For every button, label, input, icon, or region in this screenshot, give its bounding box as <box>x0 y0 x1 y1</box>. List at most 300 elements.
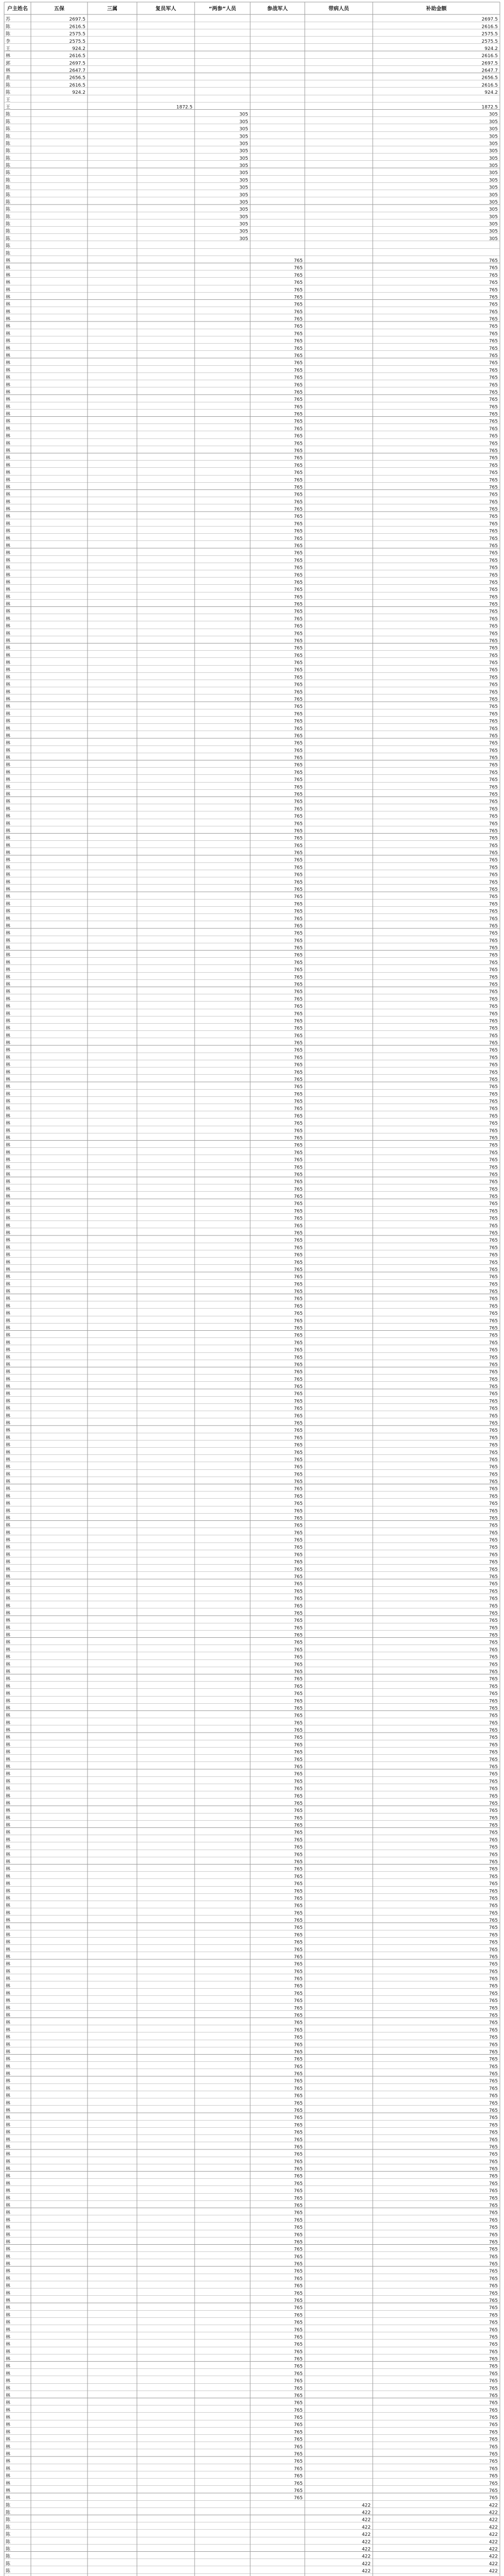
cell-value: 305 <box>239 185 248 191</box>
cell-value: 765 <box>489 1706 498 1711</box>
cell-householder: 林 <box>6 2291 11 2296</box>
cell-householder: 陈 <box>6 156 11 161</box>
cell-value: 765 <box>489 587 498 593</box>
cell-householder: 林 <box>6 1041 11 1046</box>
cell-value: 765 <box>293 1940 303 1945</box>
cell-value: 765 <box>489 2379 498 2384</box>
cell-householder: 陈 <box>6 192 11 198</box>
cell-value: 765 <box>489 2049 498 2055</box>
cell-value: 765 <box>293 1772 303 1777</box>
cell-householder: 林 <box>6 1019 11 1024</box>
cell-householder: 林 <box>6 492 11 498</box>
cell-value: 765 <box>293 1764 303 1770</box>
cell-householder: 林 <box>6 1611 11 1616</box>
cell-value: 765 <box>489 419 498 425</box>
cell-value: 765 <box>489 1757 498 1762</box>
cell-value: 765 <box>489 302 498 308</box>
cell-value: 765 <box>293 1735 303 1741</box>
cell-value: 765 <box>293 1289 303 1295</box>
cell-householder: 林 <box>6 1889 11 1894</box>
cell-value: 765 <box>293 434 303 439</box>
cell-value: 765 <box>293 1867 303 1872</box>
cell-value: 765 <box>489 1903 498 1909</box>
cell-value: 765 <box>489 2137 498 2143</box>
cell-value: 765 <box>293 1392 303 1397</box>
cell-householder: 林 <box>6 799 11 805</box>
cell-value: 765 <box>293 2357 303 2362</box>
cell-value: 765 <box>293 419 303 425</box>
cell-householder: 林 <box>6 1910 11 1916</box>
column-header: 补助金额 <box>426 6 447 12</box>
cell-value: 765 <box>489 2386 498 2392</box>
cell-householder: 林 <box>6 2086 11 2092</box>
cell-value: 765 <box>489 1019 498 1024</box>
cell-value: 765 <box>489 529 498 534</box>
cell-value: 765 <box>293 1223 303 1229</box>
table-cells <box>6 5 498 2576</box>
cell-value: 2697.5 <box>69 61 85 66</box>
cell-value: 765 <box>293 2115 303 2121</box>
cell-value: 765 <box>293 2364 303 2369</box>
cell-value: 765 <box>489 536 498 541</box>
cell-value: 765 <box>293 2020 303 2026</box>
cell-value: 765 <box>489 660 498 666</box>
cell-value: 765 <box>293 2086 303 2092</box>
cell-householder: 林 <box>6 785 11 790</box>
cell-value: 765 <box>293 1706 303 1711</box>
cell-householder: 陈 <box>6 163 11 169</box>
cell-householder: 林 <box>6 572 11 578</box>
cell-householder: 林 <box>6 426 11 432</box>
cell-householder: 林 <box>6 2327 11 2333</box>
cell-value: 765 <box>489 1179 498 1185</box>
cell-value: 765 <box>489 1245 498 1251</box>
cell-householder: 林 <box>6 265 11 271</box>
cell-householder: 林 <box>6 2115 11 2121</box>
cell-householder: 林 <box>6 2400 11 2406</box>
cell-value: 765 <box>293 441 303 447</box>
cell-value: 765 <box>489 879 498 885</box>
cell-value: 765 <box>489 945 498 951</box>
cell-value: 765 <box>489 1969 498 1975</box>
cell-value: 765 <box>489 426 498 432</box>
cell-value: 765 <box>293 2437 303 2443</box>
cell-value: 765 <box>489 828 498 834</box>
cell-householder: 陈 <box>6 244 11 249</box>
cell-value: 765 <box>293 499 303 505</box>
cell-value: 765 <box>489 1786 498 1792</box>
cell-value: 765 <box>293 1882 303 1887</box>
cell-householder: 林 <box>6 273 11 278</box>
cell-value: 765 <box>489 1092 498 1097</box>
cell-value: 765 <box>293 887 303 892</box>
cell-value: 765 <box>489 1084 498 1090</box>
cell-householder: 林 <box>6 514 11 520</box>
cell-value: 765 <box>293 1976 303 1982</box>
cell-value: 765 <box>489 1136 498 1141</box>
cell-value: 765 <box>293 1231 303 1236</box>
cell-householder: 林 <box>6 1238 11 1244</box>
cell-value: 765 <box>293 1889 303 1894</box>
cell-value: 765 <box>293 931 303 937</box>
cell-value: 765 <box>489 521 498 527</box>
cell-householder: 林 <box>6 543 11 549</box>
cell-value: 765 <box>293 1150 303 1156</box>
cell-value: 765 <box>489 1984 498 1989</box>
cell-householder: 陈 <box>6 236 11 242</box>
cell-value: 924.2 <box>72 46 85 52</box>
cell-value: 305 <box>489 207 498 213</box>
cell-value: 765 <box>489 2481 498 2486</box>
cell-value: 765 <box>293 1472 303 1478</box>
cell-householder: 林 <box>6 2306 11 2311</box>
cell-value: 765 <box>489 455 498 461</box>
cell-value: 422 <box>361 2569 371 2574</box>
cell-value: 765 <box>293 426 303 432</box>
cell-value: 305 <box>239 207 248 213</box>
cell-value: 765 <box>489 836 498 841</box>
cell-value: 765 <box>489 1530 498 1536</box>
cell-householder: 林 <box>6 558 11 564</box>
cell-householder: 林 <box>6 2357 11 2362</box>
cell-value: 765 <box>489 368 498 374</box>
cell-value: 765 <box>489 1574 498 1580</box>
cell-value: 765 <box>293 2108 303 2114</box>
cell-householder: 林 <box>6 2181 11 2187</box>
cell-value: 765 <box>489 2027 498 2033</box>
cell-householder: 林 <box>6 624 11 630</box>
cell-value: 765 <box>489 1004 498 1010</box>
cell-value: 305 <box>489 199 498 205</box>
cell-householder: 林 <box>6 2276 11 2282</box>
cell-value: 765 <box>489 1603 498 1609</box>
cell-householder: 林 <box>6 258 11 264</box>
cell-value: 765 <box>293 1991 303 1996</box>
cell-value: 305 <box>239 119 248 125</box>
cell-value: 765 <box>293 1384 303 1390</box>
cell-householder: 陈 <box>6 31 11 37</box>
cell-value: 765 <box>489 1509 498 1514</box>
cell-value: 2616.5 <box>481 54 498 59</box>
cell-value: 765 <box>293 1538 303 1544</box>
cell-value: 765 <box>293 1070 303 1075</box>
cell-value: 765 <box>293 646 303 651</box>
cell-householder: 林 <box>6 1172 11 1178</box>
cell-value: 765 <box>293 514 303 520</box>
cell-value: 765 <box>489 872 498 878</box>
cell-value: 765 <box>489 375 498 381</box>
cell-value: 765 <box>489 448 498 454</box>
cell-householder: 林 <box>6 2020 11 2026</box>
cell-householder: 林 <box>6 989 11 995</box>
cell-value: 765 <box>293 1172 303 1178</box>
cell-householder: 林 <box>6 1750 11 1755</box>
cell-householder: 林 <box>6 521 11 527</box>
cell-householder: 林 <box>6 2444 11 2450</box>
cell-householder: 林 <box>6 1326 11 1331</box>
cell-value: 765 <box>293 975 303 980</box>
cell-value: 765 <box>293 2386 303 2392</box>
cell-value: 765 <box>489 1640 498 1646</box>
cell-value: 765 <box>293 2181 303 2187</box>
cell-value: 765 <box>293 770 303 775</box>
cell-value: 765 <box>293 2276 303 2282</box>
cell-householder: 林 <box>6 646 11 651</box>
cell-householder: 林 <box>6 1808 11 1814</box>
cell-value: 765 <box>293 1933 303 1938</box>
cell-value: 765 <box>489 1611 498 1616</box>
cell-householder: 林 <box>6 1099 11 1105</box>
cell-value: 765 <box>293 748 303 754</box>
cell-value: 422 <box>489 2569 498 2574</box>
cell-householder: 林 <box>6 1772 11 1777</box>
cell-value: 924.2 <box>484 46 498 52</box>
cell-householder: 林 <box>6 689 11 695</box>
cell-value: 305 <box>239 214 248 220</box>
cell-value: 765 <box>293 2371 303 2377</box>
cell-value: 765 <box>293 1179 303 1185</box>
cell-householder: 林 <box>6 1245 11 1251</box>
cell-value: 765 <box>293 638 303 644</box>
cell-value: 765 <box>293 485 303 490</box>
cell-householder: 林 <box>6 2137 11 2143</box>
cell-value: 765 <box>489 1055 498 1061</box>
cell-householder: 林 <box>6 463 11 468</box>
cell-value: 765 <box>293 1589 303 1595</box>
cell-value: 765 <box>489 1187 498 1192</box>
cell-value: 765 <box>293 2042 303 2048</box>
cell-value: 765 <box>489 1655 498 1660</box>
cell-value: 765 <box>293 1158 303 1163</box>
cell-value: 765 <box>489 295 498 300</box>
cell-householder: 林 <box>6 309 11 315</box>
cell-householder: 林 <box>6 1070 11 1075</box>
cell-householder: 林 <box>6 1940 11 1945</box>
cell-householder: 林 <box>6 478 11 483</box>
cell-householder: 林 <box>6 2049 11 2055</box>
cell-value: 765 <box>489 551 498 556</box>
cell-value: 765 <box>489 1121 498 1127</box>
cell-value: 2647.7 <box>69 68 85 74</box>
cell-value: 765 <box>489 1779 498 1785</box>
cell-value: 765 <box>489 1231 498 1236</box>
cell-value: 765 <box>293 1779 303 1785</box>
cell-householder: 林 <box>6 2027 11 2033</box>
cell-householder: 林 <box>6 434 11 439</box>
cell-value: 765 <box>293 2166 303 2172</box>
cell-value: 765 <box>293 389 303 395</box>
cell-value: 765 <box>489 2232 498 2238</box>
cell-householder: 陈 <box>6 2547 11 2552</box>
cell-value: 765 <box>489 2174 498 2179</box>
cell-householder: 林 <box>6 1369 11 1375</box>
cell-value: 765 <box>489 1070 498 1075</box>
cell-value: 765 <box>489 1443 498 1448</box>
cell-value: 765 <box>489 434 498 439</box>
cell-value: 765 <box>293 851 303 856</box>
cell-value: 765 <box>489 2320 498 2326</box>
cell-value: 765 <box>293 624 303 630</box>
cell-householder: 林 <box>6 1179 11 1185</box>
cell-value: 765 <box>489 902 498 907</box>
cell-value: 2616.5 <box>481 24 498 30</box>
cell-householder: 林 <box>6 821 11 827</box>
cell-value: 765 <box>293 2342 303 2348</box>
cell-value: 765 <box>293 302 303 308</box>
cell-value: 765 <box>293 1106 303 1112</box>
cell-householder: 林 <box>6 1420 11 1426</box>
cell-value: 765 <box>293 1874 303 1879</box>
cell-householder: 林 <box>6 1662 11 1668</box>
cell-value: 765 <box>293 1625 303 1631</box>
cell-householder: 林 <box>6 1092 11 1097</box>
cell-householder: 林 <box>6 1552 11 1558</box>
cell-value: 765 <box>293 1048 303 1054</box>
cell-value: 765 <box>489 1947 498 1953</box>
cell-householder: 林 <box>6 1303 11 1309</box>
cell-householder: 林 <box>6 287 11 293</box>
cell-value: 765 <box>293 1618 303 1624</box>
cell-value: 305 <box>489 112 498 117</box>
cell-value: 765 <box>489 2240 498 2245</box>
cell-value: 765 <box>489 1962 498 1968</box>
cell-householder: 林 <box>6 1786 11 1792</box>
cell-value: 765 <box>489 2210 498 2216</box>
cell-householder: 林 <box>6 324 11 330</box>
cell-value: 765 <box>489 1238 498 1244</box>
cell-householder: 林 <box>6 704 11 710</box>
cell-value: 765 <box>489 1633 498 1638</box>
cell-value: 765 <box>489 960 498 965</box>
cell-householder: 林 <box>6 2247 11 2252</box>
cell-householder: 林 <box>6 2100 11 2106</box>
cell-value: 422 <box>361 2503 371 2509</box>
cell-value: 765 <box>293 711 303 717</box>
cell-value: 765 <box>489 1793 498 1799</box>
cell-value: 765 <box>293 704 303 710</box>
cell-value: 765 <box>489 1991 498 1996</box>
cell-value: 765 <box>293 2496 303 2501</box>
cell-householder: 林 <box>6 2042 11 2048</box>
cell-householder: 林 <box>6 2144 11 2150</box>
cell-value: 765 <box>489 777 498 783</box>
cell-value: 765 <box>293 1545 303 1551</box>
cell-householder: 林 <box>6 1742 11 1748</box>
cell-value: 765 <box>489 653 498 658</box>
cell-householder: 陈 <box>6 2561 11 2567</box>
cell-householder: 林 <box>6 1362 11 1368</box>
cell-value: 765 <box>293 1092 303 1097</box>
cell-householder: 陈 <box>6 2517 11 2523</box>
cell-value: 765 <box>293 2203 303 2209</box>
cell-value: 765 <box>489 2422 498 2428</box>
cell-value: 765 <box>293 529 303 534</box>
cell-value: 765 <box>293 2130 303 2136</box>
cell-value: 765 <box>489 2042 498 2048</box>
cell-householder: 林 <box>6 1158 11 1163</box>
cell-householder: 林 <box>6 975 11 980</box>
cell-value: 765 <box>293 1552 303 1558</box>
cell-value: 765 <box>489 982 498 988</box>
cell-householder: 林 <box>6 1150 11 1156</box>
cell-householder: 林 <box>6 2159 11 2165</box>
cell-value: 765 <box>489 412 498 417</box>
cell-value: 765 <box>489 1165 498 1171</box>
cell-value: 765 <box>489 996 498 1002</box>
cell-value: 765 <box>293 1611 303 1616</box>
cell-value: 765 <box>293 1998 303 2004</box>
cell-value: 765 <box>293 2079 303 2084</box>
cell-value: 765 <box>293 733 303 739</box>
cell-value: 765 <box>293 1699 303 1704</box>
cell-value: 765 <box>293 1260 303 1265</box>
cell-value: 765 <box>489 1684 498 1689</box>
cell-householder: 林 <box>6 1925 11 1931</box>
cell-value: 765 <box>489 609 498 615</box>
cell-householder: 林 <box>6 2079 11 2084</box>
cell-value: 765 <box>489 1933 498 1938</box>
cell-value: 765 <box>293 412 303 417</box>
cell-value: 765 <box>489 1143 498 1148</box>
cell-value: 765 <box>489 2342 498 2348</box>
cell-value: 765 <box>293 2159 303 2165</box>
cell-value: 765 <box>489 843 498 849</box>
cell-householder: 林 <box>6 389 11 395</box>
cell-householder: 林 <box>6 331 11 337</box>
cell-value: 765 <box>489 2086 498 2092</box>
cell-value: 765 <box>489 1033 498 1039</box>
cell-value: 765 <box>489 1450 498 1455</box>
cell-value: 765 <box>293 989 303 995</box>
cell-value: 765 <box>489 1523 498 1529</box>
cell-value: 765 <box>489 931 498 937</box>
column-header: 带病人员 <box>328 6 349 12</box>
cell-value: 765 <box>293 2189 303 2194</box>
cell-value: 422 <box>361 2554 371 2560</box>
cell-value: 305 <box>239 192 248 198</box>
cell-value: 765 <box>293 660 303 666</box>
cell-householder: 林 <box>6 361 11 366</box>
cell-value: 765 <box>489 814 498 820</box>
cell-value: 765 <box>293 1209 303 1214</box>
cell-value: 765 <box>293 470 303 476</box>
cell-value: 765 <box>489 1845 498 1851</box>
cell-value: 765 <box>489 2093 498 2099</box>
cell-value: 765 <box>489 1742 498 1748</box>
cell-householder: 林 <box>6 2196 11 2201</box>
cell-householder: 林 <box>6 2452 11 2458</box>
cell-value: 305 <box>239 163 248 169</box>
cell-value: 765 <box>489 543 498 549</box>
cell-householder: 林 <box>6 2262 11 2267</box>
cell-householder: 林 <box>6 2189 11 2194</box>
cell-value: 765 <box>293 879 303 885</box>
cell-value: 765 <box>489 353 498 359</box>
cell-householder: 林 <box>6 1106 11 1112</box>
cell-value: 765 <box>489 923 498 929</box>
cell-value: 765 <box>489 1728 498 1734</box>
cell-value: 765 <box>489 463 498 468</box>
cell-value: 765 <box>293 697 303 703</box>
cell-value: 765 <box>293 2064 303 2070</box>
cell-householder: 陈 <box>6 2554 11 2560</box>
cell-value: 422 <box>489 2510 498 2516</box>
cell-householder: 林 <box>6 2349 11 2355</box>
cell-value: 765 <box>489 704 498 710</box>
cell-householder: 林 <box>6 609 11 615</box>
cell-value: 765 <box>489 382 498 388</box>
cell-householder: 林 <box>6 1296 11 1302</box>
